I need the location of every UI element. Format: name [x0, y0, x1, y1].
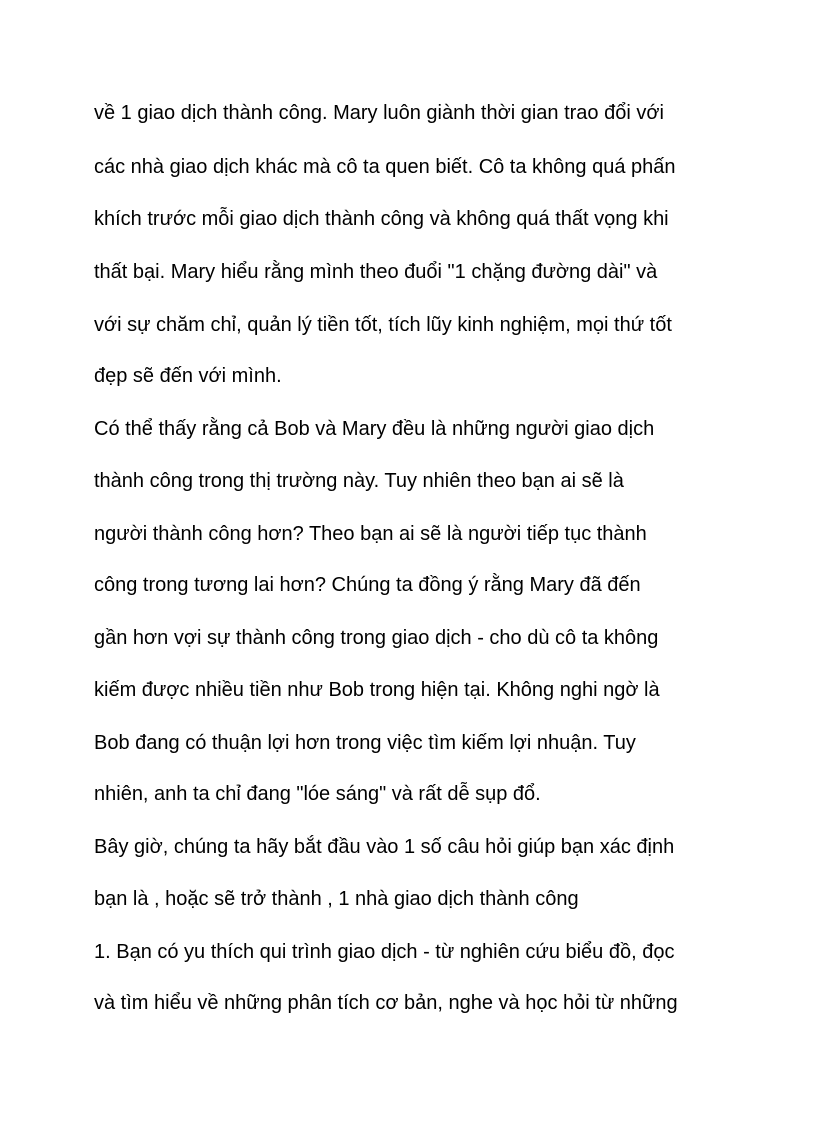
text-line-9: người thành công hơn? Theo bạn ai sẽ là người tiếp tục thành	[94, 523, 647, 545]
text-line-13: Bob đang có thuận lợi hơn trong việc tìm kiếm lợi nhuận. Tuy	[94, 732, 636, 754]
text-line-12: kiếm được nhiều tiền như Bob trong hiện tại. Không nghi ngờ là	[94, 679, 660, 701]
text-line-5: với sự chăm chỉ, quản lý tiền tốt, tích lũy kinh nghiệm, mọi thứ tốt	[94, 314, 672, 336]
text-line-2: các nhà giao dịch khác mà cô ta quen biết. Cô ta không quá phấn	[94, 156, 676, 178]
text-line-11: gần hơn vợi sự thành công trong giao dịch - cho dù cô ta không	[94, 627, 659, 649]
text-line-10: công trong tương lai hơn? Chúng ta đồng ý rằng Mary đã đến	[94, 574, 641, 596]
text-line-18: và tìm hiểu về những phân tích cơ bản, nghe và học hỏi từ những	[94, 992, 678, 1014]
text-line-7: Có thể thấy rằng cả Bob và Mary đều là những người giao dịch	[94, 418, 655, 440]
text-line-6: đẹp sẽ đến với mình.	[94, 365, 282, 387]
text-line-1: về 1 giao dịch thành công. Mary luôn giành thời gian trao đổi với	[94, 102, 664, 124]
text-line-16: bạn là , hoặc sẽ trở thành , 1 nhà giao dịch thành công	[94, 888, 579, 910]
text-line-8: thành công trong thị trường này. Tuy nhiên theo bạn ai sẽ là	[94, 470, 624, 492]
text-line-15: Bây giờ, chúng ta hãy bắt đầu vào 1 số câu hỏi giúp bạn xác định	[94, 836, 675, 858]
text-line-17: 1. Bạn có yu thích qui trình giao dịch - từ nghiên cứu biểu đồ, đọc	[94, 941, 675, 963]
text-line-3: khích trước mỗi giao dịch thành công và không quá thất vọng khi	[94, 208, 669, 230]
text-line-14: nhiên, anh ta chỉ đang "lóe sáng" và rất dễ sụp đổ.	[94, 783, 541, 805]
text-line-4: thất bại. Mary hiểu rằng mình theo đuổi "1 chặng đường dài" và	[94, 261, 658, 283]
